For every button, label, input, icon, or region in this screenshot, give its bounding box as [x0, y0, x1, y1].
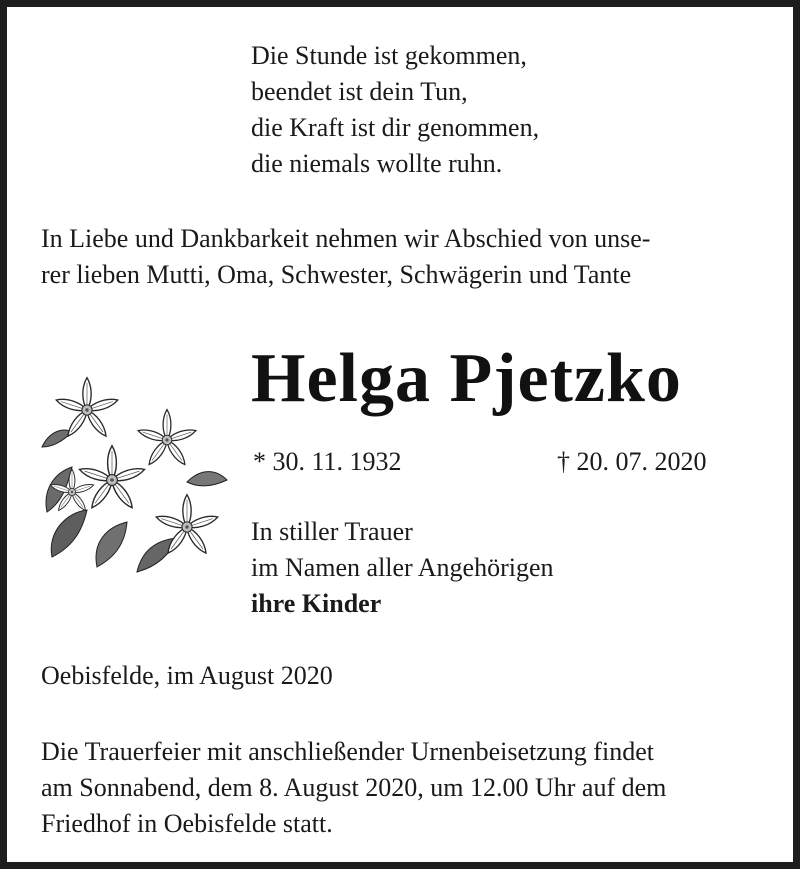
funeral-line: Die Trauerfeier mit anschließender Urnenbeisetzung findet — [41, 737, 654, 766]
mourning-line: im Namen aller Angehörigen — [251, 553, 554, 582]
place-date: Oebisfelde, im August 2020 — [41, 661, 333, 690]
birth-date: * 30. 11. 1932 — [253, 447, 402, 476]
funeral-line: am Sonnabend, dem 8. August 2020, um 12.00 Uhr auf dem — [41, 773, 667, 802]
intro-line: rer lieben Mutti, Oma, Schwester, Schwägerin und Tante — [41, 260, 632, 289]
mourning-line: In stiller Trauer — [251, 517, 413, 546]
poem-line: die Kraft ist dir genommen, — [251, 113, 540, 142]
mourning-block — [251, 514, 554, 622]
poem — [251, 38, 539, 182]
death-date: † 20. 07. 2020 — [557, 447, 707, 476]
deceased-name: Helga Pjetzko — [251, 340, 682, 417]
signature: ihre Kinder — [251, 589, 382, 618]
poem-line: Die Stunde ist gekommen, — [251, 41, 527, 70]
poem-line: beendet ist dein Tun, — [251, 77, 468, 106]
funeral-line: Friedhof in Oebisfelde statt. — [41, 809, 333, 838]
poem-line: die niemals wollte ruhn. — [251, 149, 503, 178]
intro-line: In Liebe und Dankbarkeit nehmen wir Abschied von unse- — [41, 224, 651, 253]
intro-text — [41, 221, 781, 293]
flower-bouquet-icon — [37, 362, 237, 577]
funeral-info — [41, 734, 666, 842]
